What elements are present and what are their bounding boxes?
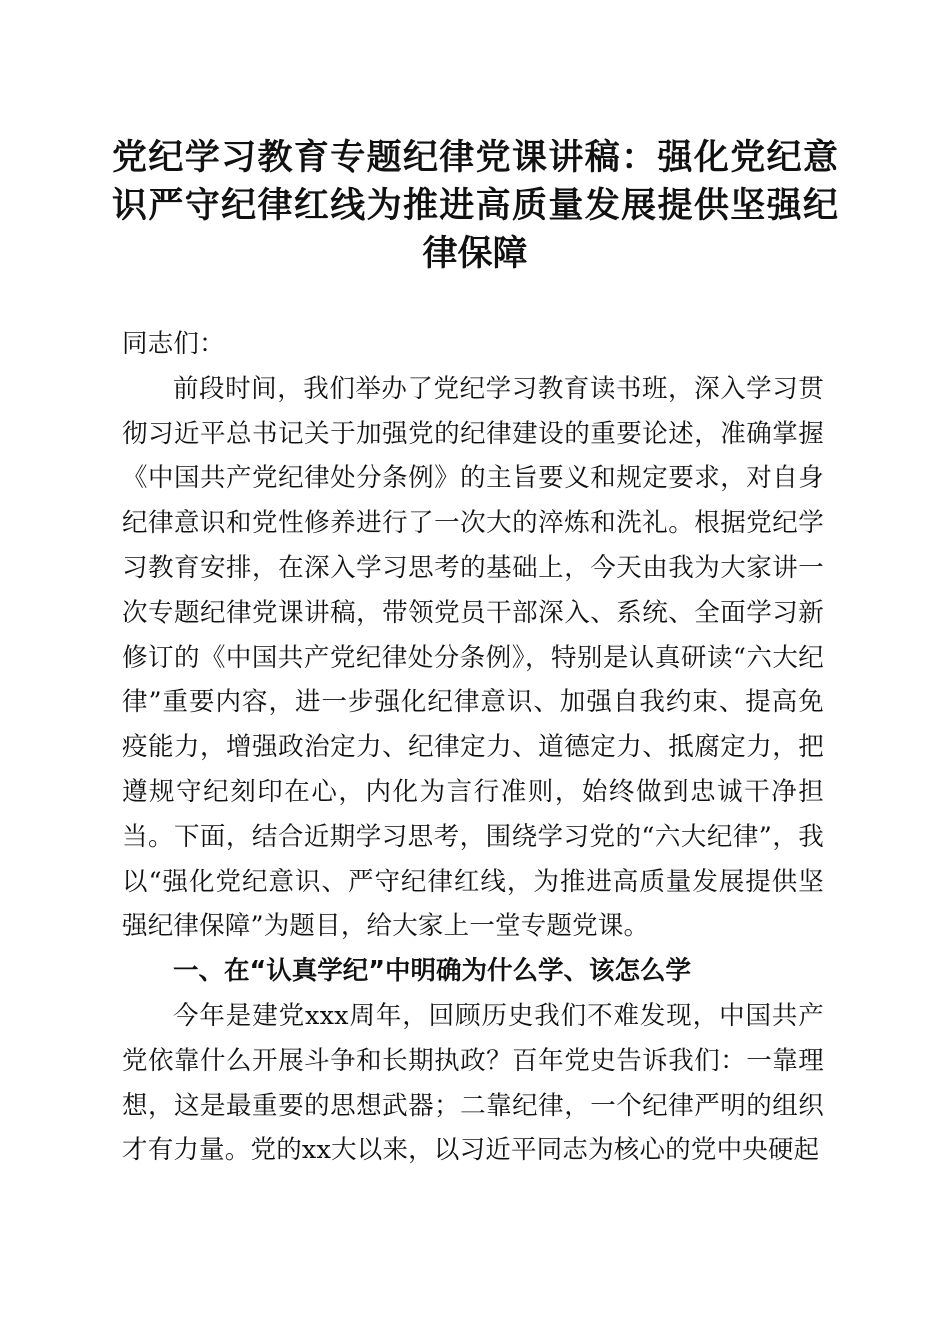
section-1-paragraph: 今年是建党xxx周年，回顾历史我们不难发现，中国共产党依靠什么开展斗争和长期执政？百年党史告诉我们：一靠理想，这是最重要的思想武器；二靠纪律，一个纪律严明的组织才有力量。党的xx大以来，以习近平同志为核心的党中央硬起 [122,1000,824,1166]
section-heading-1: 一、在“认真学纪”中明确为什么学、该怎么学 [173,956,692,987]
intro-paragraph: 前段时间，我们举办了党纪学习教育读书班，深入学习贯彻习近平总书记关于加强党的纪律建设的重要论述，准确掌握《中国共产党纪律处分条例》的主旨要义和规定要求，对自身纪律意识和党性修养进行了一次大的淬炼和洗礼。根据党纪学习教育安排，在深入学习思考的基础上，今天由我为大家讲一次专题纪律党课讲稿，带领党员干部深入、系统、全面学习新修订的《中国共产党纪律处分条例》，特别是认真研读“六大纪律”重要内容，进一步强化纪律意识、加强自我约束、提高免疫能力，增强政治定力、纪律定力、道德定力、抵腐定力，把遵规守纪刻印在心，内化为言行准则，始终做到忠诚干净担当。下面，结合近期学习思考，围绕学习党的“六大纪律”，我以“强化党纪意识、严守纪律红线，为推进高质量发展提供坚强纪律保障”为题目，给大家上一堂专题党课。 [122,373,824,942]
document-title: 党纪学习教育专题纪律党课讲稿：强化党纪意识严守纪律红线为推进高质量发展提供坚强纪律保障 [112,137,838,274]
document-body [122,322,824,1173]
salutation: 同志们： [122,329,225,359]
